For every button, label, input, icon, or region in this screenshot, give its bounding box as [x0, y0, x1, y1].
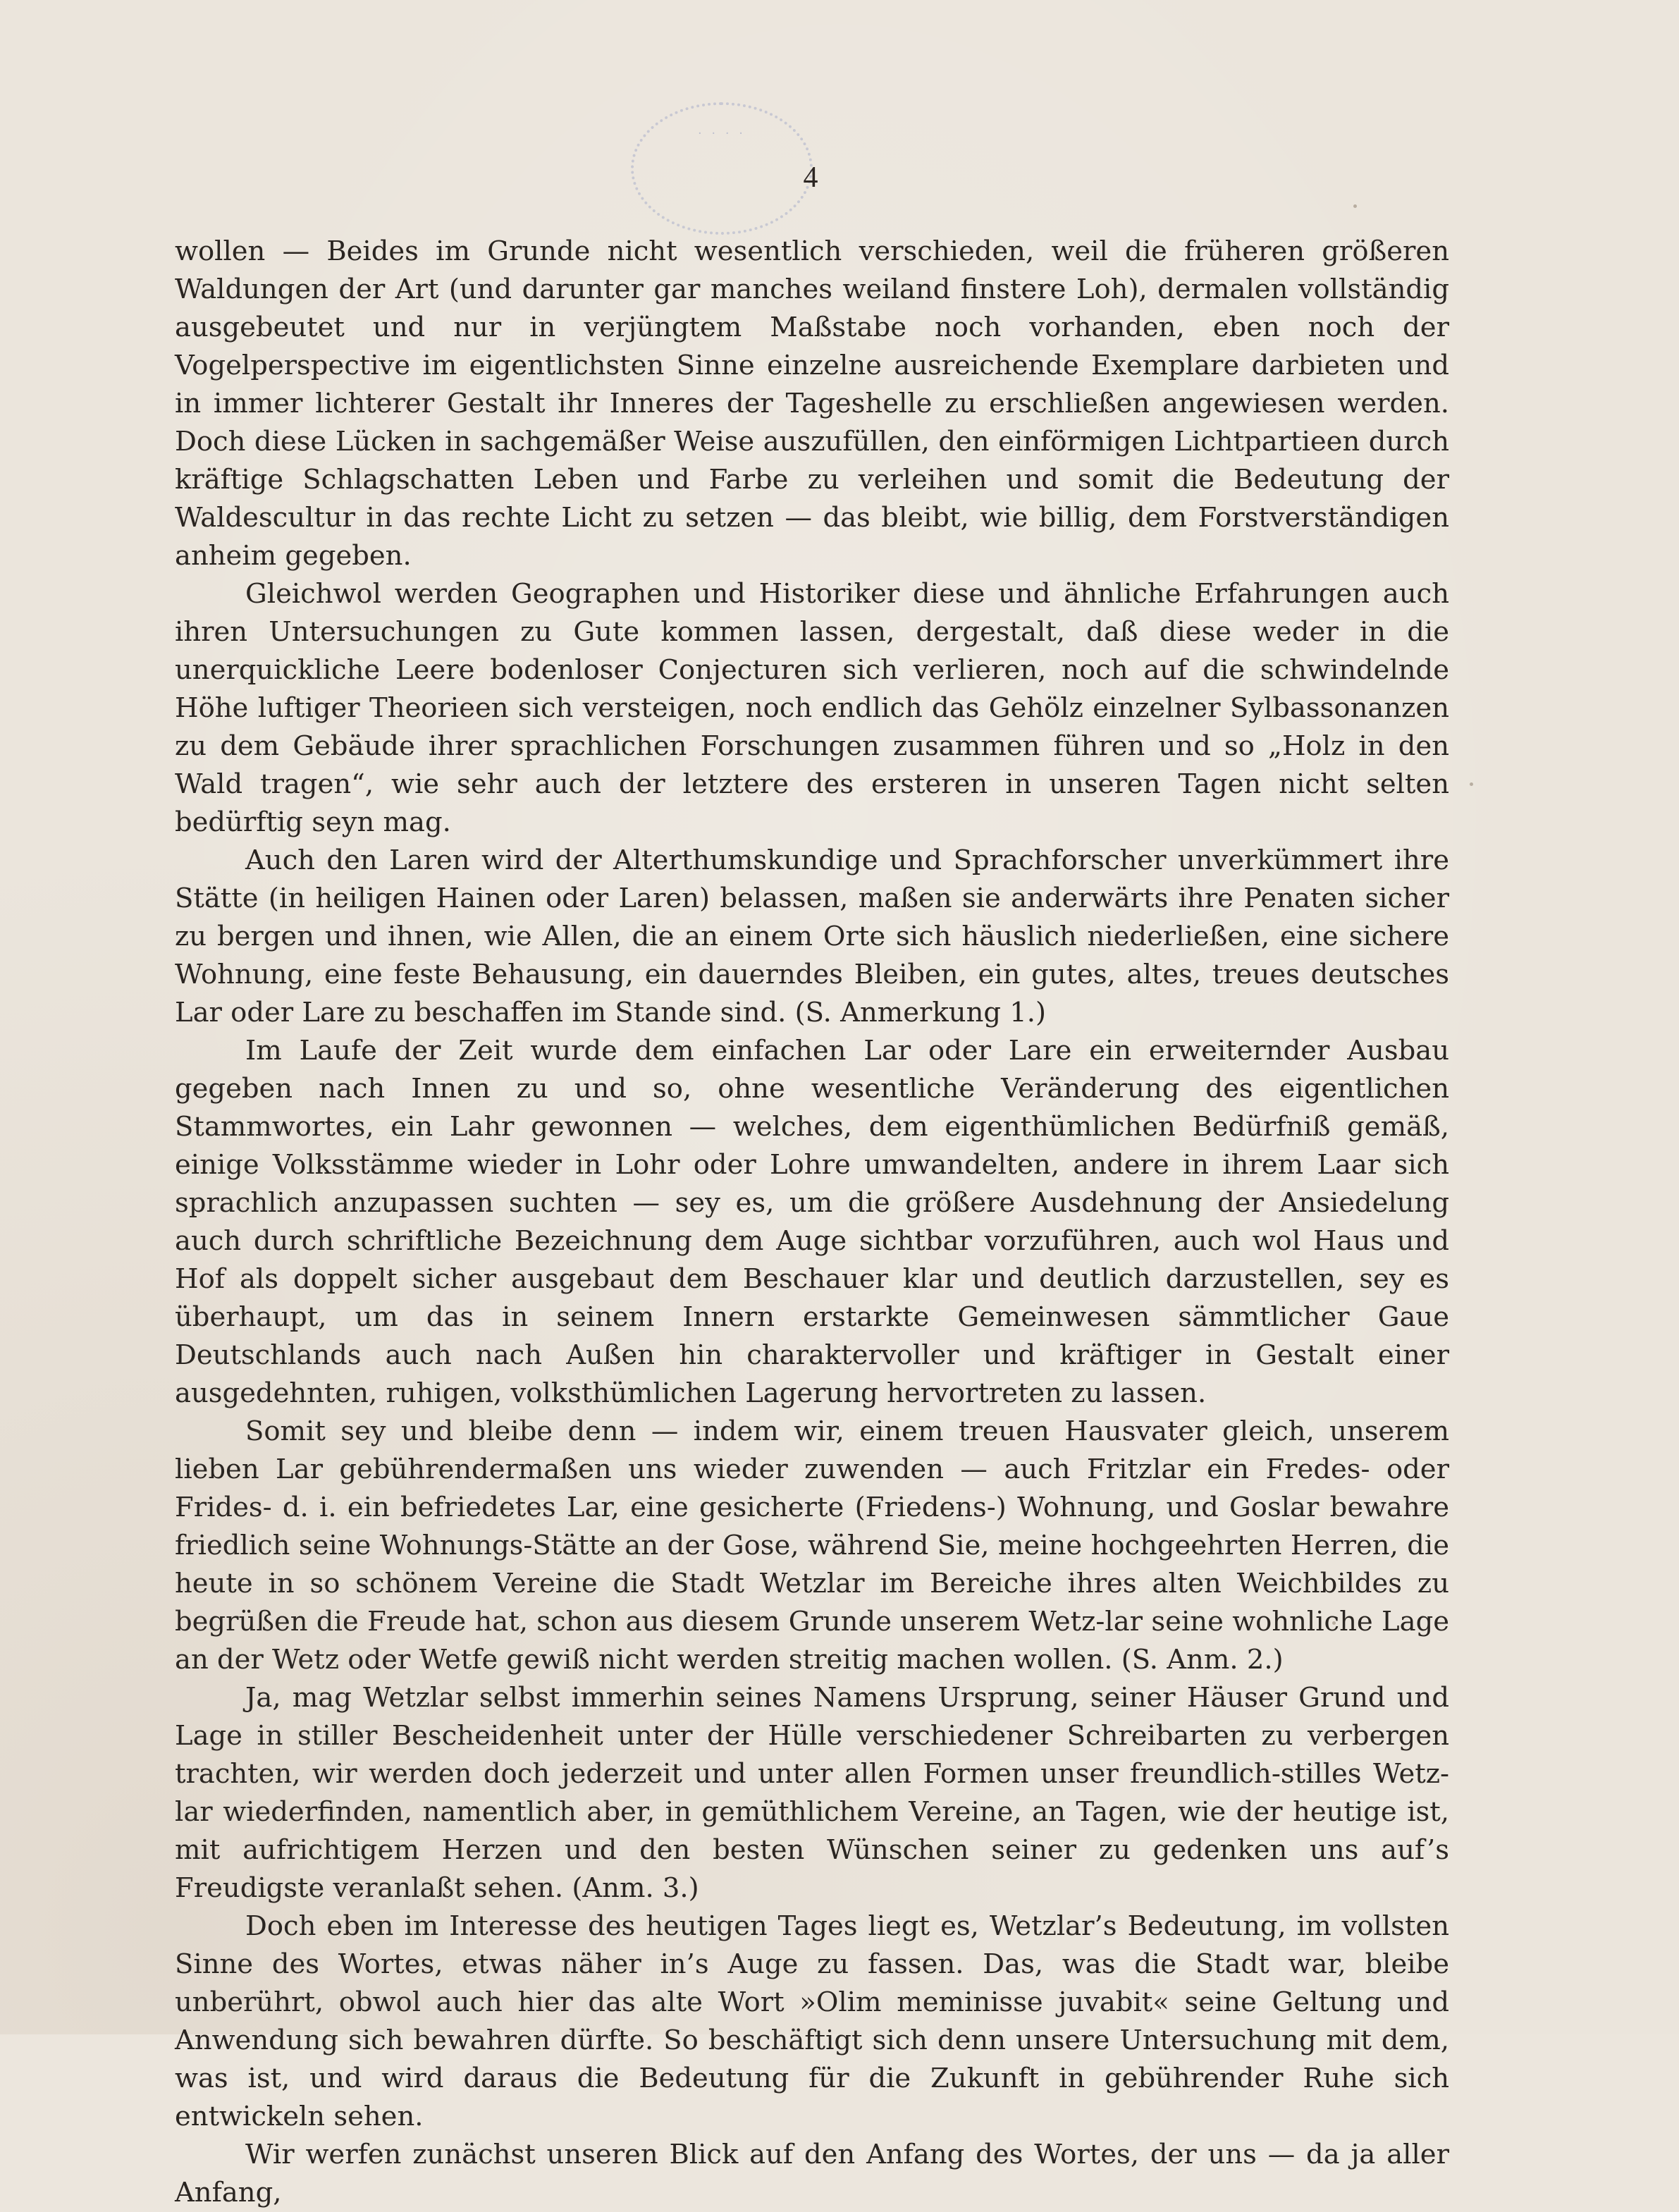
- paragraph-6: Ja, mag Wetzlar selbst immerhin seines Namens Ursprung, seiner Häuser Grund und Lage in stiller Bescheidenheit unter der Hülle verschiedener Schreibarten zu verbergen trachten, wir werden doch jederzeit und unter allen Formen unser freundlich-stilles Wetz-lar wiederfinden, namentlich aber, in gemüthlichem Vereine, an Tagen, wie der heutige ist, mit aufrichtigem Herzen und den besten Wünschen seiner zu gedenken uns auf’s Freudigste veranlaßt sehen. (Anm. 3.): [175, 1682, 1449, 1904]
- paragraph-1: wollen — Beides im Grunde nicht wesentlich verschieden, weil die früheren größeren Waldungen der Art (und darunter gar manches weiland finstere Loh), dermalen vollständig ausgebeutet und nur in verjüngtem Maßstabe noch vorhanden, eben noch der Vogelperspective im eigentlichsten Sinne einzelne ausreichende Exemplare darbieten und in immer lichterer Gestalt ihr Inneres der Tageshelle zu erschließen angewiesen werden. Doch diese Lücken in sachgemäßer Weise auszufüllen, den einförmigen Lichtpartieen durch kräftige Schlagschatten Leben und Farbe zu verleihen und somit die Bedeutung der Waldescultur in das rechte Licht zu setzen — das bleibt, wie billig, dem Forstverständigen anheim gegeben.: [175, 235, 1449, 572]
- paragraph-5: Somit sey und bleibe denn — indem wir, einem treuen Hausvater gleich, unserem lieben Lar gebührendermaßen uns wieder zuwenden — auch Fritzlar ein Fredes- oder Frides- d. i. ein befriedetes Lar, eine gesicherte (Friedens-) Wohnung, und Goslar bewahre friedlich seine Wohnungs-Stätte an der Gose, während Sie, meine hochgeehrten Herren, die heute in so schönem Vereine die Stadt Wetzlar im Bereiche ihres alten Weichbildes zu begrüßen die Freude hat, schon aus diesem Grunde unserem Wetz-lar seine wohnliche Lage an der Wetz oder Wetfe gewiß nicht werden streitig machen wollen. (S. Anm. 2.): [175, 1415, 1449, 1676]
- paragraph-8: Wir werfen zunächst unseren Blick auf den Anfang des Wortes, der uns — da ja aller Anfang,: [175, 2139, 1449, 2208]
- paper-speck: [1353, 204, 1357, 208]
- paper-speck: [1332, 1621, 1336, 1625]
- page-number: 4: [803, 161, 818, 194]
- paragraph-2: Gleichwol werden Geographen und Historiker diese und ähnliche Erfahrungen auch ihren Untersuchungen zu Gute kommen lassen, dergestalt, daß diese weder in die unerquickliche Leere bodenloser Conjecturen sich verlieren, noch auf die schwindelnde Höhe luftiger Theorieen sich versteigen, noch endlich das Gehölz einzelner Sylbassonanzen zu dem Gebäude ihrer sprachlichen Forschungen zusammen führen und so „Holz in den Wald tragen“, wie sehr auch der letztere des ersteren in unseren Tagen nicht selten bedürftig seyn mag.: [175, 578, 1449, 838]
- paper-speck: [1470, 782, 1473, 786]
- paper-speck: [955, 715, 959, 719]
- paragraph-4: Im Laufe der Zeit wurde dem einfachen Lar oder Lare ein erweiternder Ausbau gegeben nach Innen zu und so, ohne wesentliche Veränderung des eigentlichen Stammwortes, ein Lahr gewonnen — welches, dem eigenthümlichen Bedürfniß gemäß, einige Volksstämme wieder in Lohr oder Lohre umwandelten, andere in ihrem Laar sich sprachlich anzupassen suchten — sey es, um die größere Ausdehnung der Ansiedelung auch durch schriftliche Bezeichnung dem Auge sichtbar vorzuführen, auch wol Haus und Hof als doppelt sicher ausgebaut dem Beschauer klar und deutlich darzustellen, sey es überhaupt, um das in seinem Innern erstarkte Gemeinwesen sämmtlicher Gaue Deutschlands auch nach Außen hin charaktervoller und kräftiger in Gestalt einer ausgedehnten, ruhigen, volksthümlichen Lagerung hervortreten zu lassen.: [175, 1035, 1449, 1409]
- paragraph-3: Auch den Laren wird der Alterthumskundige und Sprachforscher unverkümmert ihre Stätte (in heiligen Hainen oder Laren) belassen, maßen sie anderwärts ihre Penaten sicher zu bergen und ihnen, wie Allen, die an einem Orte sich häuslich niederließen, eine sichere Wohnung, eine feste Behausung, ein dauerndes Bleiben, ein gutes, altes, treues deutsches Lar oder Lare zu beschaffen im Stande sind. (S. Anmerkung 1.): [175, 844, 1449, 1028]
- body-text: [175, 233, 1449, 2212]
- paragraph-7: Doch eben im Interesse des heutigen Tages liegt es, Wetzlar’s Bedeutung, im vollsten Sinne des Wortes, etwas näher in’s Auge zu fassen. Das, was die Stadt war, bleibe unberührt, obwol auch hier das alte Wort »Olim meminisse juvabit« seine Geltung und Anwendung sich bewahren dürfte. So beschäftigt sich denn unsere Untersuchung mit dem, was ist, und wird daraus die Bedeutung für die Zukunft in gebührender Ruhe sich entwickeln sehen.: [175, 1910, 1449, 2132]
- stamp-text: · · · ·: [697, 126, 746, 141]
